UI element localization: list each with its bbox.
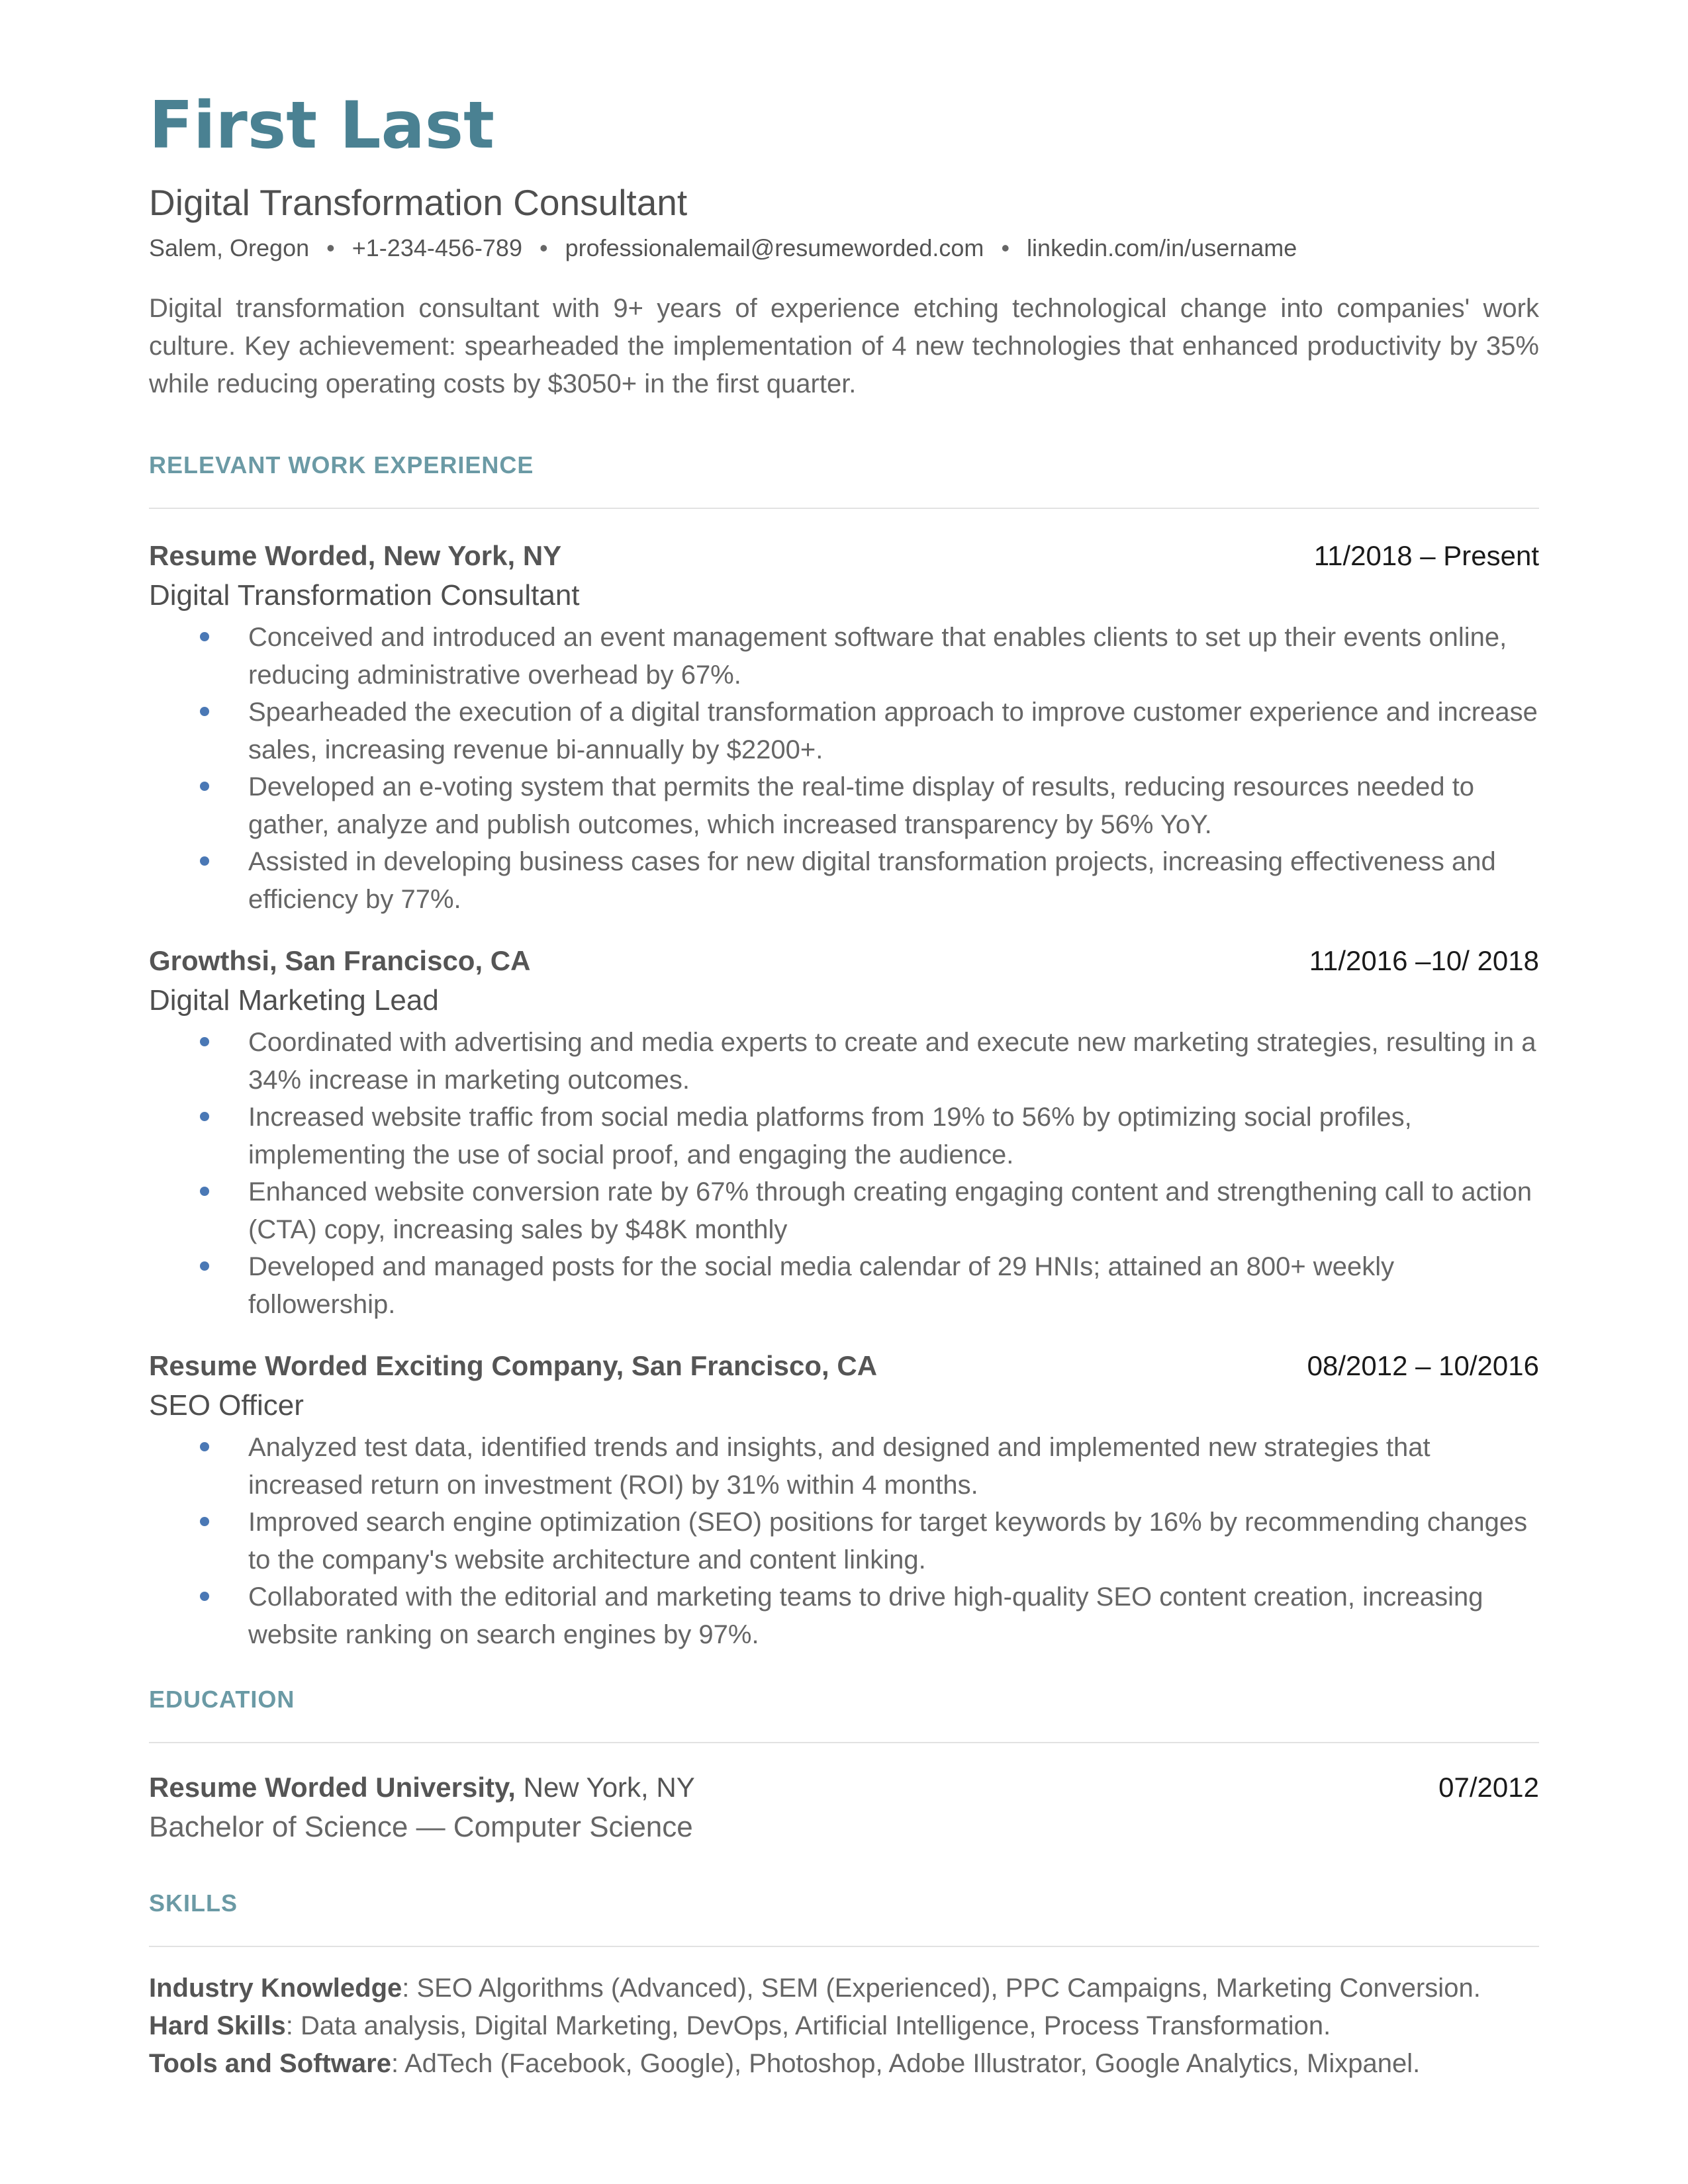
- bullet-dot-icon: [200, 1517, 209, 1526]
- skill-line: [149, 2045, 1539, 2083]
- job-bullet-text: Conceived and introduced an event management software that enables clients to set up their events online, reducing administrative overhead by 67%.: [248, 623, 1507, 690]
- section-divider: [149, 1946, 1539, 1947]
- candidate-name: First Last: [149, 88, 494, 163]
- education-school-line: [149, 1768, 695, 1807]
- job-bullet: [149, 1099, 1539, 1173]
- job-role: SEO Officer: [149, 1389, 304, 1422]
- job-bullets: [149, 1024, 1539, 1323]
- job-dates: 11/2016 –10/ 2018: [1309, 945, 1539, 976]
- contact-separator: •: [1001, 234, 1010, 261]
- job-bullet: [149, 1248, 1539, 1323]
- skill-line: [149, 1970, 1539, 2007]
- education-date: 07/2012: [1438, 1772, 1539, 1803]
- skill-label: Tools and Software: [149, 2049, 391, 2078]
- job-role: Digital Marketing Lead: [149, 984, 439, 1017]
- job-header: [149, 942, 1539, 980]
- job-company: Growthsi, San Francisco, CA: [149, 945, 531, 976]
- resume-header: [149, 86, 1539, 263]
- job-bullet-text: Developed and managed posts for the social media calendar of 29 HNIs; attained an 800+ weekly followership.: [248, 1252, 1395, 1319]
- education-location: New York, NY: [523, 1772, 695, 1803]
- bullet-dot-icon: [200, 1037, 209, 1046]
- section-title-skills: SKILLS: [149, 1889, 238, 1917]
- bullet-dot-icon: [200, 1261, 209, 1271]
- contact-separator: •: [539, 234, 548, 261]
- skill-label: Hard Skills: [149, 2011, 286, 2040]
- job-company: Resume Worded Exciting Company, San Francisco, CA: [149, 1350, 878, 1381]
- job-dates: 11/2018 – Present: [1313, 540, 1539, 571]
- job-bullet-text: Improved search engine optimization (SEO) positions for target keywords by 16% by recommending changes to the company's website architecture and content linking.: [248, 1508, 1528, 1574]
- education-header: [149, 1768, 1539, 1807]
- skill-line: [149, 2007, 1539, 2045]
- job-bullet-text: Increased website traffic from social media platforms from 19% to 56% by optimizing social profiles, implementing the use of social proof, and engaging the audience.: [248, 1103, 1412, 1169]
- job-bullet: [149, 1024, 1539, 1099]
- education-school: Resume Worded University,: [149, 1772, 516, 1803]
- job-dates: 08/2012 – 10/2016: [1307, 1350, 1539, 1381]
- job-bullet: [149, 1578, 1539, 1653]
- skill-value: : SEO Algorithms (Advanced), SEM (Experienced), PPC Campaigns, Marketing Conversion.: [402, 1974, 1481, 2003]
- skills-section: [149, 1889, 1539, 2083]
- job-bullets: [149, 619, 1539, 918]
- summary-paragraph: Digital transformation consultant with 9+ years of experience etching technological change into companies' work culture. Key achievement: spearheaded the implementation of 4 new technologies that enhanced productivity by 35% while reducing operating costs by $3050+ in the first quarter.: [149, 294, 1539, 398]
- skill-value: : Data analysis, Digital Marketing, DevOps, Artificial Intelligence, Process Transformation.: [285, 2011, 1331, 2040]
- contact-phone: +1-234-456-789: [352, 234, 522, 261]
- job-entry: [149, 942, 1539, 1323]
- job-role: Digital Transformation Consultant: [149, 579, 580, 612]
- job-bullet-text: Enhanced website conversion rate by 67% through creating engaging content and strengthening call to action (CTA) copy, increasing sales by $48K monthly: [248, 1177, 1532, 1244]
- job-bullet-text: Analyzed test data, identified trends and insights, and designed and implemented new strategies that increased return on investment (ROI) by 31% within 4 months.: [248, 1433, 1430, 1500]
- job-bullet: [149, 694, 1539, 768]
- skill-value: : AdTech (Facebook, Google), Photoshop, Adobe Illustrator, Google Analytics, Mixpanel.: [391, 2049, 1421, 2078]
- bullet-dot-icon: [200, 1592, 209, 1601]
- job-bullet: [149, 843, 1539, 918]
- job-bullet: [149, 1173, 1539, 1248]
- bullet-dot-icon: [200, 632, 209, 641]
- contact-email[interactable]: professionalemail@resumeworded.com: [565, 234, 984, 261]
- contact-location: Salem, Oregon: [149, 234, 310, 261]
- section-title-education: EDUCATION: [149, 1686, 295, 1713]
- contact-separator: •: [326, 234, 335, 261]
- bullet-dot-icon: [200, 856, 209, 866]
- job-bullet-text: Spearheaded the execution of a digital transformation approach to improve customer experience and increase sales, increasing revenue bi-annually by $2200+.: [248, 698, 1538, 764]
- section-divider: [149, 508, 1539, 509]
- bullet-dot-icon: [200, 1112, 209, 1121]
- job-entry: [149, 537, 1539, 918]
- job-bullets: [149, 1429, 1539, 1653]
- job-bullet: [149, 1429, 1539, 1504]
- job-bullet: [149, 768, 1539, 843]
- bullet-dot-icon: [200, 707, 209, 716]
- skill-label: Industry Knowledge: [149, 1974, 402, 2003]
- bullet-dot-icon: [200, 1442, 209, 1451]
- education-section: [149, 1685, 1539, 1848]
- candidate-headline: Digital Transformation Consultant: [149, 182, 688, 223]
- job-bullet: [149, 619, 1539, 694]
- job-bullet-text: Collaborated with the editorial and marketing teams to drive high-quality SEO content creation, increasing website ranking on search engines by 97%.: [248, 1582, 1483, 1649]
- job-bullet-text: Coordinated with advertising and media experts to create and execute new marketing strategies, resulting in a 34% increase in marketing outcomes.: [248, 1028, 1536, 1095]
- job-header: [149, 1347, 1539, 1385]
- job-bullet-text: Developed an e-voting system that permits the real-time display of results, reducing resources needed to gather, analyze and publish outcomes, which increased transparency by 56% YoY.: [248, 772, 1475, 839]
- contact-line: [149, 233, 1539, 263]
- job-bullet: [149, 1504, 1539, 1578]
- job-entry: [149, 1347, 1539, 1653]
- bullet-dot-icon: [200, 1187, 209, 1196]
- section-divider: [149, 1742, 1539, 1743]
- job-header: [149, 537, 1539, 575]
- job-company: Resume Worded, New York, NY: [149, 540, 562, 571]
- experience-section: [149, 451, 1539, 1653]
- education-degree: Bachelor of Science — Computer Science: [149, 1811, 693, 1843]
- contact-linkedin[interactable]: linkedin.com/in/username: [1027, 234, 1297, 261]
- job-bullet-text: Assisted in developing business cases for new digital transformation projects, increasing effectiveness and efficiency by 77%.: [248, 847, 1496, 914]
- bullet-dot-icon: [200, 782, 209, 791]
- resume-content: [149, 86, 1539, 2083]
- skills-list: [149, 1970, 1539, 2083]
- section-title-experience: RELEVANT WORK EXPERIENCE: [149, 451, 534, 478]
